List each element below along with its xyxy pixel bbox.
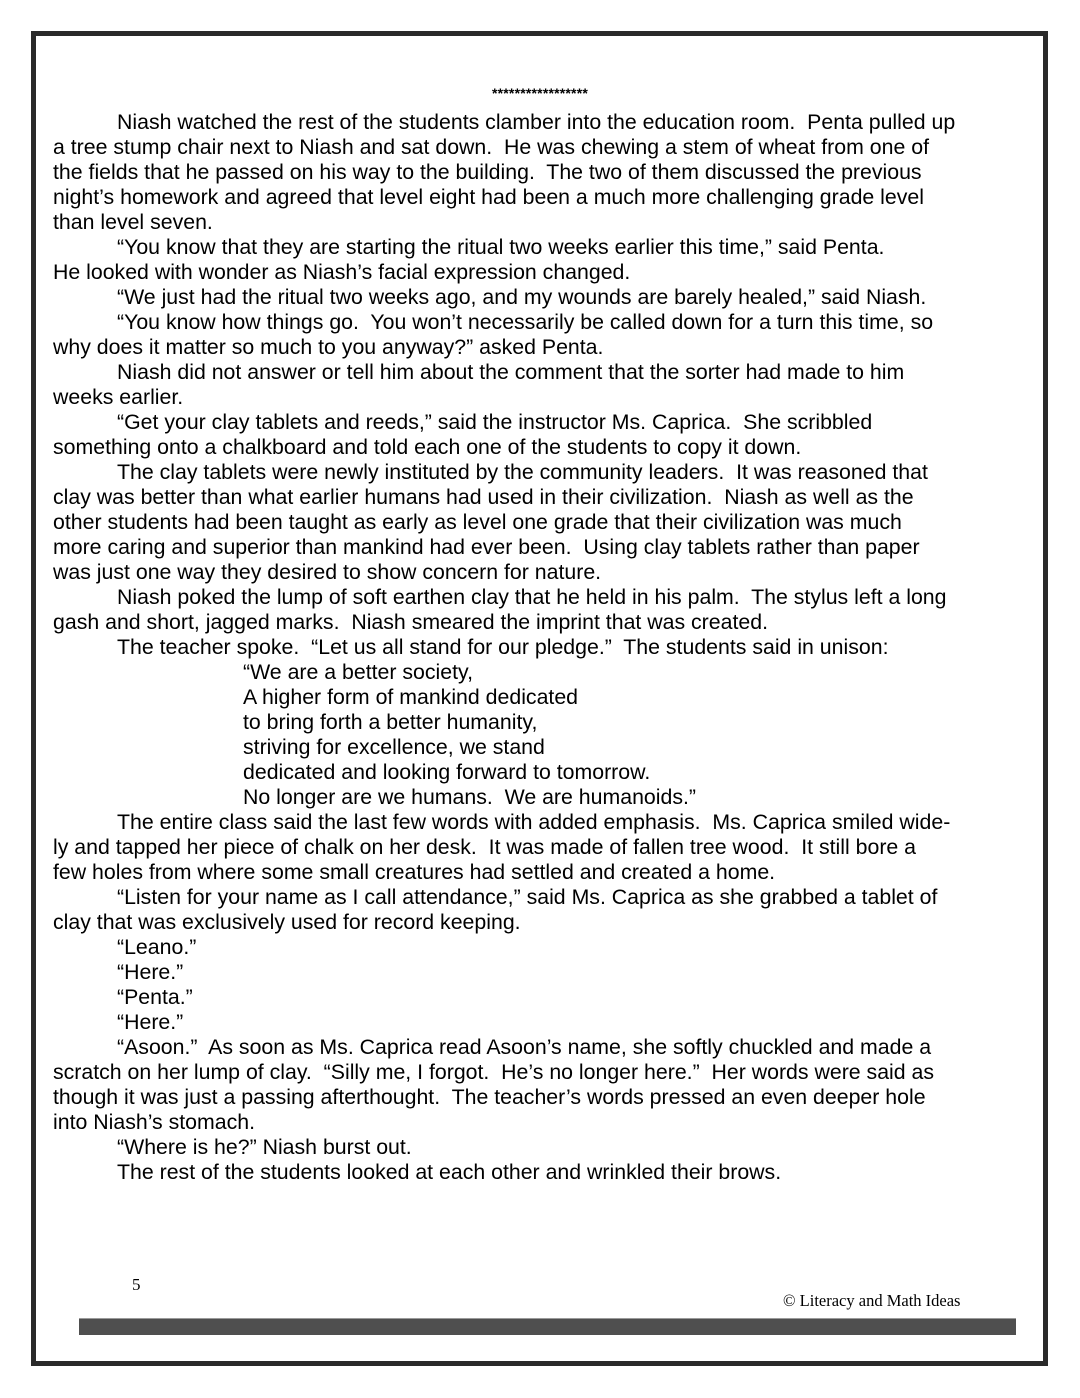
text-line: gash and short, jagged marks. Niash smeared the imprint that was created.: [53, 610, 768, 634]
text-line: a tree stump chair next to Niash and sat down. He was chewing a stem of wheat from one of: [53, 135, 929, 159]
text-line: “Listen for your name as I call attendance,” said Ms. Caprica as she grabbed a tablet of: [117, 885, 938, 909]
text-line: The rest of the students looked at each other and wrinkled their brows.: [117, 1160, 782, 1184]
text-line: Niash watched the rest of the students clamber into the education room. Penta pulled up: [117, 110, 956, 134]
text-line: into Niash’s stomach.: [53, 1110, 256, 1134]
text-line: weeks earlier.: [53, 385, 184, 409]
pledge-line: to bring forth a better humanity,: [243, 710, 538, 734]
text-line: scratch on her lump of clay. “Silly me, I forgot. He’s no longer here.” Her words were said as: [53, 1060, 935, 1084]
text-line: ly and tapped her piece of chalk on her desk. It was made of fallen tree wood. It still bore a: [53, 835, 917, 859]
text-line: than level seven.: [53, 210, 213, 234]
text-line: clay that was exclusively used for record keeping.: [53, 910, 521, 934]
text-line: The entire class said the last few words with added emphasis. Ms. Caprica smiled wide-: [117, 810, 951, 834]
text-line: The clay tablets were newly instituted by the community leaders. It was reasoned that: [117, 460, 928, 484]
page-number: 5: [132, 1275, 141, 1294]
text-line: “You know how things go. You won’t necessarily be called down for a turn this time, so: [117, 310, 934, 334]
pledge-line: dedicated and looking forward to tomorrow.: [243, 760, 651, 784]
text-line: “Leano.”: [117, 935, 197, 959]
pledge-line: A higher form of mankind dedicated: [243, 685, 579, 709]
text-line: more caring and superior than mankind had ever been. Using clay tablets rather than paper: [53, 535, 920, 559]
text-line: The teacher spoke. “Let us all stand for our pledge.” The students said in unison:: [117, 635, 889, 659]
pledge-line: “We are a better society,: [243, 660, 474, 684]
section-separator: *****************: [491, 85, 589, 101]
text-line: was just one way they desired to show concern for nature.: [53, 560, 602, 584]
footer-bar: [79, 1318, 1016, 1335]
text-line: clay was better than what earlier humans had used in their civilization. Niash as well as the: [53, 485, 914, 509]
text-line: Niash did not answer or tell him about the comment that the sorter had made to him: [117, 360, 905, 384]
text-line: “We just had the ritual two weeks ago, and my wounds are barely healed,” said Niash.: [117, 285, 927, 309]
text-line: few holes from where some small creatures had settled and created a home.: [53, 860, 776, 884]
text-line: “Here.”: [117, 1010, 184, 1034]
text-line: though it was just a passing afterthought. The teacher’s words pressed an even deeper hole: [53, 1085, 926, 1109]
text-line: He looked with wonder as Niash’s facial expression changed.: [53, 260, 631, 284]
text-line: “Get your clay tablets and reeds,” said the instructor Ms. Caprica. She scribbled: [117, 410, 873, 434]
text-line: night’s homework and agreed that level eight had been a much more challenging grade level: [53, 185, 924, 209]
pledge-line: striving for excellence, we stand: [243, 735, 545, 759]
copyright-notice: © Literacy and Math Ideas: [783, 1291, 961, 1310]
text-line: Niash poked the lump of soft earthen clay that he held in his palm. The stylus left a long: [117, 585, 947, 609]
story-body: [53, 110, 1043, 1185]
text-line: “Here.”: [117, 960, 184, 984]
pledge-line: No longer are we humans. We are humanoids.”: [243, 785, 696, 809]
text-line: something onto a chalkboard and told each one of the students to copy it down.: [53, 435, 802, 459]
text-line: the fields that he passed on his way to the building. The two of them discussed the previous: [53, 160, 922, 184]
text-line: “Asoon.” As soon as Ms. Caprica read Asoon’s name, she softly chuckled and made a: [117, 1035, 932, 1059]
text-line: why does it matter so much to you anyway?” asked Penta.: [53, 335, 604, 359]
text-line: other students had been taught as early as level one grade that their civilization was much: [53, 510, 902, 534]
text-line: “Penta.”: [117, 985, 193, 1009]
text-line: “Where is he?” Niash burst out.: [117, 1135, 412, 1159]
text-line: “You know that they are starting the ritual two weeks earlier this time,” said Penta.: [117, 235, 885, 259]
